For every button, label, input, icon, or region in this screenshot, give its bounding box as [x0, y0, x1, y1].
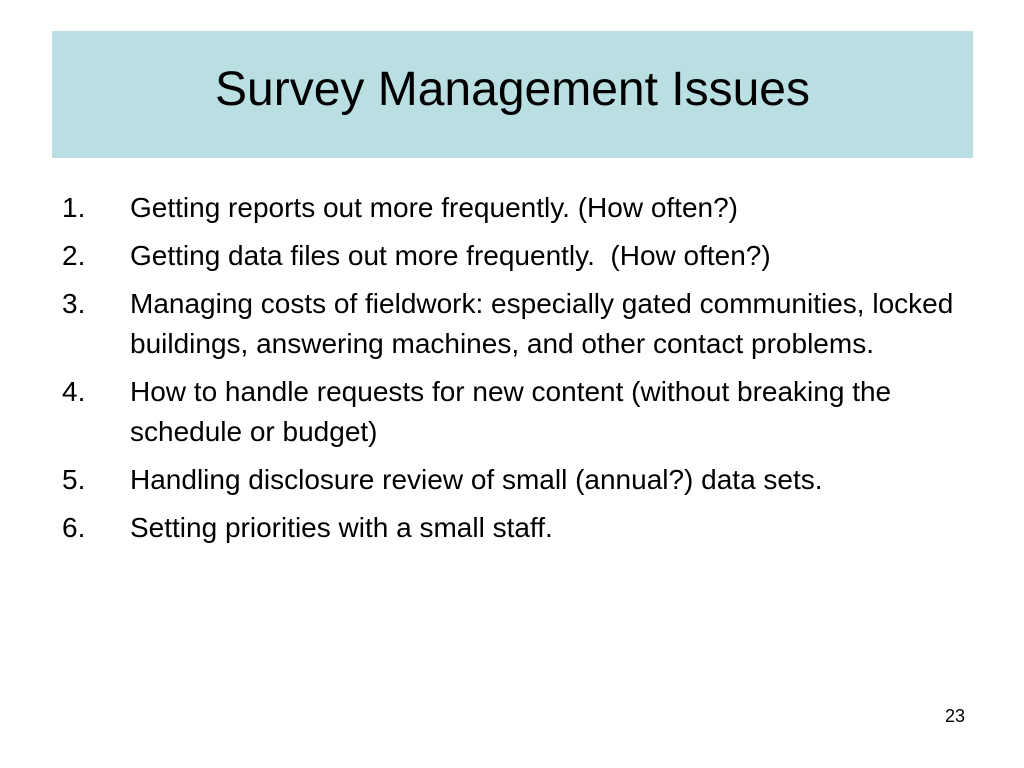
- list-item-number: 5.: [62, 464, 86, 495]
- list-item: [62, 284, 962, 364]
- slide-title: Survey Management Issues: [215, 63, 810, 116]
- list-item-number: 2.: [62, 240, 86, 271]
- list-item-number: 4.: [62, 376, 86, 407]
- list-item: [62, 460, 962, 500]
- list-item-text: Getting data files out more frequently. (How often?): [130, 240, 771, 271]
- list-item-text: Handling disclosure review of small (annual?) data sets.: [130, 464, 823, 495]
- title-band: [52, 31, 973, 158]
- issue-list: [62, 188, 962, 556]
- list-item-number: 3.: [62, 288, 86, 319]
- list-item: [62, 508, 962, 548]
- list-item: [62, 188, 962, 228]
- list-item: [62, 236, 962, 276]
- list-item-text: How to handle requests for new content (without breaking the schedule or budget): [130, 376, 899, 447]
- list-item-text: Getting reports out more frequently. (How often?): [130, 192, 738, 223]
- list-item-number: 1.: [62, 192, 86, 223]
- list-item-number: 6.: [62, 512, 86, 543]
- page-number: 23: [944, 706, 965, 726]
- list-item-text: Managing costs of fieldwork: especially gated communities, locked buildings, answering machines, and other contact problems.: [130, 288, 962, 359]
- list-item-text: Setting priorities with a small staff.: [130, 512, 553, 543]
- list-item: [62, 372, 962, 452]
